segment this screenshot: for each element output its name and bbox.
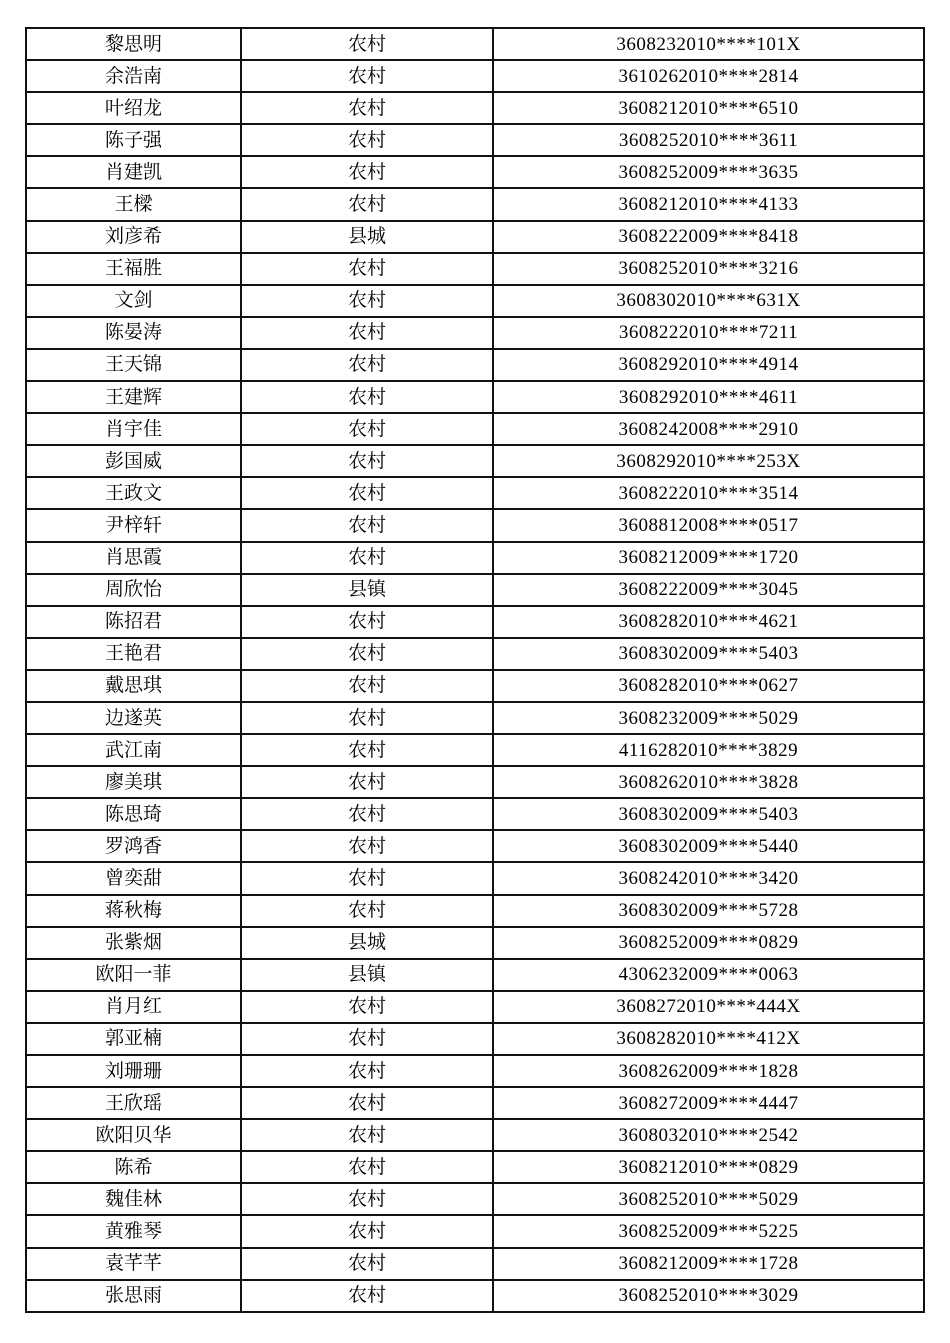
table-row: [26, 317, 924, 349]
residence-type-cell: 农村: [241, 1151, 493, 1183]
id-number-cell: 3608292010****4611: [493, 381, 924, 413]
table-row: [26, 28, 924, 60]
id-number-cell: 3608232009****5029: [493, 702, 924, 734]
table-row: [26, 1151, 924, 1183]
student-name-cell: 王福胜: [26, 253, 241, 285]
student-name-cell: 黎思明: [26, 28, 241, 60]
id-number-cell: 3608282010****412X: [493, 1023, 924, 1055]
student-name-cell: 郭亚楠: [26, 1023, 241, 1055]
student-name-cell: 刘珊珊: [26, 1055, 241, 1087]
id-number-cell: 3608282010****4621: [493, 606, 924, 638]
residence-type-cell: 农村: [241, 92, 493, 124]
table-row: [26, 1280, 924, 1312]
residence-type-cell: 农村: [241, 606, 493, 638]
student-name-cell: 魏佳林: [26, 1183, 241, 1215]
id-number-cell: 3608252010****5029: [493, 1183, 924, 1215]
id-number-cell: 4116282010****3829: [493, 734, 924, 766]
student-name-cell: 陈思琦: [26, 798, 241, 830]
table-row: [26, 734, 924, 766]
residence-type-cell: 农村: [241, 188, 493, 220]
residence-type-cell: 农村: [241, 1119, 493, 1151]
residence-type-cell: 农村: [241, 830, 493, 862]
id-number-cell: 3608212010****4133: [493, 188, 924, 220]
table-row: [26, 574, 924, 606]
id-number-cell: 3608292010****253X: [493, 445, 924, 477]
table-row: [26, 1119, 924, 1151]
id-number-cell: 3608212009****1720: [493, 542, 924, 574]
id-number-cell: 3608302010****631X: [493, 285, 924, 317]
id-number-cell: 3608262010****3828: [493, 766, 924, 798]
student-name-cell: 袁芊芊: [26, 1248, 241, 1280]
student-name-cell: 罗鸿香: [26, 830, 241, 862]
id-number-cell: 3608272009****4447: [493, 1087, 924, 1119]
student-name-cell: 陈晏涛: [26, 317, 241, 349]
student-name-cell: 王政文: [26, 477, 241, 509]
student-name-cell: 尹梓轩: [26, 509, 241, 541]
student-name-cell: 陈招君: [26, 606, 241, 638]
student-name-cell: 边遂英: [26, 702, 241, 734]
student-name-cell: 周欣怡: [26, 574, 241, 606]
table-row: [26, 253, 924, 285]
table-row: [26, 830, 924, 862]
residence-type-cell: 农村: [241, 124, 493, 156]
table-row: [26, 1183, 924, 1215]
student-name-cell: 王欣瑶: [26, 1087, 241, 1119]
student-name-cell: 肖月红: [26, 991, 241, 1023]
table-row: [26, 959, 924, 991]
residence-type-cell: 农村: [241, 445, 493, 477]
table-row: [26, 477, 924, 509]
residence-type-cell: 农村: [241, 1183, 493, 1215]
table-row: [26, 798, 924, 830]
residence-type-cell: 农村: [241, 702, 493, 734]
id-number-cell: 3608262009****1828: [493, 1055, 924, 1087]
residence-type-cell: 农村: [241, 1055, 493, 1087]
table-row: [26, 991, 924, 1023]
table-row: [26, 927, 924, 959]
residence-type-cell: 农村: [241, 1023, 493, 1055]
id-number-cell: 3608302009****5403: [493, 798, 924, 830]
residence-type-cell: 农村: [241, 991, 493, 1023]
student-name-cell: 蒋秋梅: [26, 895, 241, 927]
id-number-cell: 4306232009****0063: [493, 959, 924, 991]
residence-type-cell: 县城: [241, 221, 493, 253]
student-name-cell: 王建辉: [26, 381, 241, 413]
id-number-cell: 3610262010****2814: [493, 60, 924, 92]
table-row: [26, 124, 924, 156]
id-number-cell: 3608252009****3635: [493, 156, 924, 188]
table-row: [26, 1023, 924, 1055]
table-row: [26, 156, 924, 188]
table-row: [26, 413, 924, 445]
table-row: [26, 188, 924, 220]
residence-type-cell: 农村: [241, 60, 493, 92]
residence-type-cell: 农村: [241, 1215, 493, 1247]
id-number-cell: 3608302009****5440: [493, 830, 924, 862]
student-name-cell: 欧阳贝华: [26, 1119, 241, 1151]
student-name-cell: 肖宇佳: [26, 413, 241, 445]
residence-type-cell: 农村: [241, 862, 493, 894]
residence-type-cell: 农村: [241, 1248, 493, 1280]
table-row: [26, 509, 924, 541]
table-row: [26, 349, 924, 381]
student-name-cell: 彭国威: [26, 445, 241, 477]
residence-type-cell: 农村: [241, 1280, 493, 1312]
id-number-cell: 3608252010****3216: [493, 253, 924, 285]
table-row: [26, 862, 924, 894]
id-number-cell: 3608222009****3045: [493, 574, 924, 606]
student-roster-table: [25, 27, 925, 1313]
table-row: [26, 60, 924, 92]
table-row: [26, 670, 924, 702]
id-number-cell: 3608252010****3611: [493, 124, 924, 156]
id-number-cell: 3608222010****3514: [493, 477, 924, 509]
student-name-cell: 陈子强: [26, 124, 241, 156]
residence-type-cell: 农村: [241, 28, 493, 60]
student-name-cell: 黄雅琴: [26, 1215, 241, 1247]
table-row: [26, 895, 924, 927]
table-row: [26, 1087, 924, 1119]
student-name-cell: 余浩南: [26, 60, 241, 92]
student-name-cell: 陈希: [26, 1151, 241, 1183]
id-number-cell: 3608242010****3420: [493, 862, 924, 894]
roster-table-body: [26, 28, 924, 1312]
table-row: [26, 445, 924, 477]
id-number-cell: 3608242008****2910: [493, 413, 924, 445]
id-number-cell: 3608252009****0829: [493, 927, 924, 959]
residence-type-cell: 农村: [241, 1087, 493, 1119]
student-name-cell: 欧阳一菲: [26, 959, 241, 991]
residence-type-cell: 农村: [241, 477, 493, 509]
table-row: [26, 606, 924, 638]
residence-type-cell: 农村: [241, 253, 493, 285]
residence-type-cell: 农村: [241, 285, 493, 317]
id-number-cell: 3608252010****3029: [493, 1280, 924, 1312]
residence-type-cell: 农村: [241, 509, 493, 541]
residence-type-cell: 农村: [241, 638, 493, 670]
residence-type-cell: 农村: [241, 349, 493, 381]
table-row: [26, 638, 924, 670]
table-row: [26, 221, 924, 253]
id-number-cell: 3608282010****0627: [493, 670, 924, 702]
table-row: [26, 766, 924, 798]
id-number-cell: 3608302009****5728: [493, 895, 924, 927]
residence-type-cell: 县城: [241, 927, 493, 959]
table-row: [26, 702, 924, 734]
student-name-cell: 肖建凯: [26, 156, 241, 188]
residence-type-cell: 农村: [241, 734, 493, 766]
id-number-cell: 3608232010****101X: [493, 28, 924, 60]
id-number-cell: 3608222009****8418: [493, 221, 924, 253]
student-name-cell: 王艳君: [26, 638, 241, 670]
residence-type-cell: 农村: [241, 670, 493, 702]
id-number-cell: 3608212009****1728: [493, 1248, 924, 1280]
student-name-cell: 叶绍龙: [26, 92, 241, 124]
id-number-cell: 3608292010****4914: [493, 349, 924, 381]
id-number-cell: 3608272010****444X: [493, 991, 924, 1023]
table-row: [26, 381, 924, 413]
id-number-cell: 3608252009****5225: [493, 1215, 924, 1247]
student-name-cell: 王樑: [26, 188, 241, 220]
student-name-cell: 肖思霞: [26, 542, 241, 574]
residence-type-cell: 农村: [241, 542, 493, 574]
id-number-cell: 3608212010****6510: [493, 92, 924, 124]
residence-type-cell: 农村: [241, 381, 493, 413]
residence-type-cell: 农村: [241, 156, 493, 188]
residence-type-cell: 县镇: [241, 574, 493, 606]
table-row: [26, 92, 924, 124]
student-name-cell: 张思雨: [26, 1280, 241, 1312]
student-name-cell: 戴思琪: [26, 670, 241, 702]
student-name-cell: 武江南: [26, 734, 241, 766]
student-name-cell: 王天锦: [26, 349, 241, 381]
student-name-cell: 刘彦希: [26, 221, 241, 253]
table-row: [26, 1215, 924, 1247]
student-name-cell: 张紫烟: [26, 927, 241, 959]
student-name-cell: 廖美琪: [26, 766, 241, 798]
table-row: [26, 542, 924, 574]
residence-type-cell: 农村: [241, 317, 493, 349]
residence-type-cell: 农村: [241, 895, 493, 927]
id-number-cell: 3608212010****0829: [493, 1151, 924, 1183]
residence-type-cell: 农村: [241, 798, 493, 830]
residence-type-cell: 农村: [241, 766, 493, 798]
id-number-cell: 3608032010****2542: [493, 1119, 924, 1151]
residence-type-cell: 县镇: [241, 959, 493, 991]
table-row: [26, 1248, 924, 1280]
student-name-cell: 曾奕甜: [26, 862, 241, 894]
residence-type-cell: 农村: [241, 413, 493, 445]
id-number-cell: 3608222010****7211: [493, 317, 924, 349]
id-number-cell: 3608812008****0517: [493, 509, 924, 541]
id-number-cell: 3608302009****5403: [493, 638, 924, 670]
table-row: [26, 1055, 924, 1087]
student-name-cell: 文剑: [26, 285, 241, 317]
table-row: [26, 285, 924, 317]
